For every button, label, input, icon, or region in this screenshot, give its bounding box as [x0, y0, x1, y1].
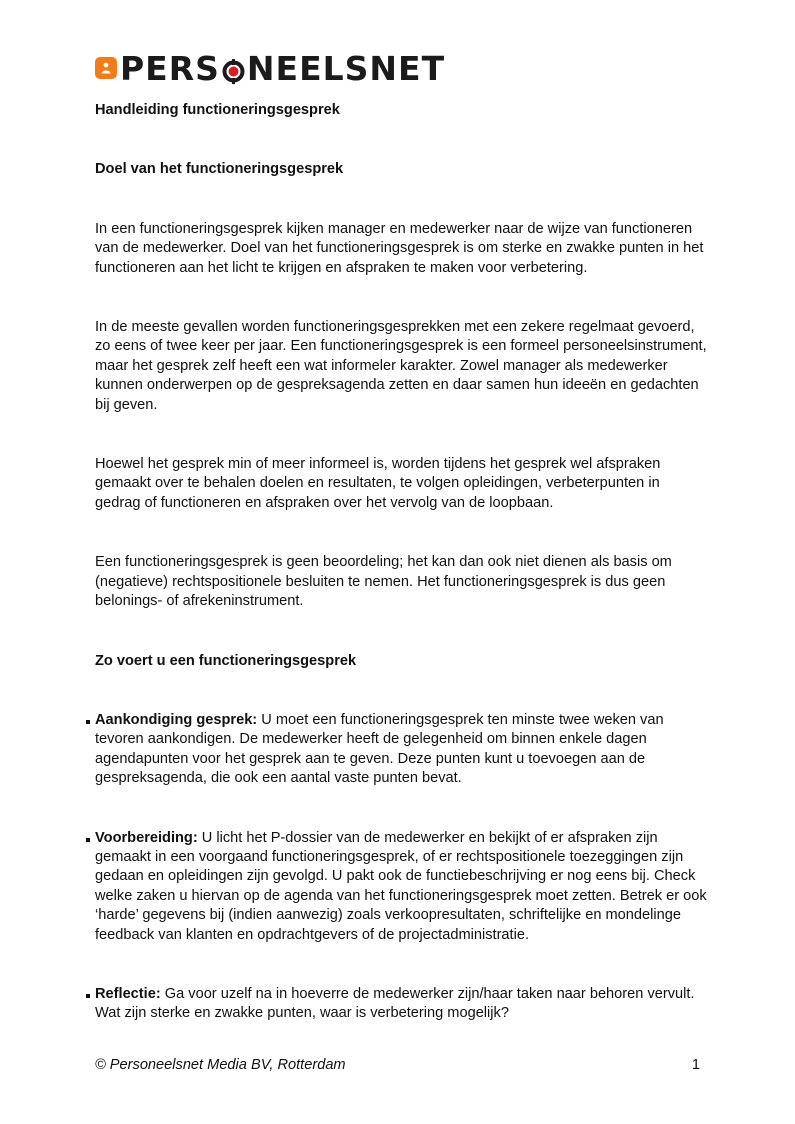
list-item	[95, 711, 707, 789]
bullet-square-icon	[86, 994, 90, 998]
target-icon	[221, 56, 246, 81]
list-item	[95, 985, 707, 1024]
person-badge-icon	[95, 57, 117, 79]
list-item-label: Voorbereiding:	[95, 829, 198, 846]
paragraph: Hoewel het gesprek min of meer informeel is, worden tijdens het gesprek wel afspraken gemaakt over te behalen doelen en resultaten, te volgen opleidingen, verbeterpunten in gedrag of functioneren en afspraken over het vervolg van de loopbaan.	[95, 456, 661, 511]
footer-copyright: © Personeelsnet Media BV, Rotterdam	[95, 1057, 346, 1073]
bullet-square-icon	[86, 720, 90, 724]
list-item-text: U licht het P-dossier van de medewerker en bekijkt of er afspraken zijn gemaakt in een voorgaand functioneringsgesprek, of er rechtspositionele toezeggingen zijn gedaan en opleidingen zijn gevolgd. U pakt ook de functiebeschrijving er nog eens bij. Check welke zaken u hiervan op de agenda van het functioneringsgesprek moet zetten. Betrek er ook ‘harde’ gegevens bij (indien aanwezig) zoals verkoopresultaten, schriftelijke en mondelinge feedback van klanten en opdrachtgevers of de projectadministratie.	[95, 829, 707, 943]
section-heading-doel: Doel van het functioneringsgesprek	[95, 161, 344, 178]
personeelsnet-logo	[95, 50, 445, 86]
list-item-label: Aankondiging gesprek:	[95, 711, 258, 728]
document-title: Handleiding functioneringsgesprek	[95, 102, 340, 118]
page-footer	[95, 1056, 700, 1075]
document-body	[95, 101, 707, 1024]
bullet-square-icon	[86, 838, 90, 842]
logo-wordmark	[120, 48, 446, 88]
list-item-text: U moet een functioneringsgesprek ten minste twee weken van tevoren aankondigen. De medewerker heeft de gelegenheid om binnen enkele dagen agendapunten voor het gesprek aan te geven. Deze punten kunt u toevoegen aan de gespreksagenda, die ook een aantal vaste punten bevat.	[95, 711, 664, 787]
section-heading-zo-voert-u: Zo voert u een functioneringsgesprek	[95, 652, 357, 669]
logo-text-part1: PERS	[120, 48, 220, 88]
paragraph: In de meeste gevallen worden functioneringsgesprekken met een zekere regelmaat gevoerd, zo eens of twee keer per jaar. Een functioneringsgesprek is een formeel personeelsinstrument, maar het gesprek zelf heeft een wat informeler karakter. Zowel manager als medewerker kunnen onderwerpen op de gespreksagenda zetten en daar samen hun ideeën en gedachten bij geven.	[95, 319, 707, 413]
logo-text-part2: NEELSNET	[246, 48, 446, 88]
page-number: 1	[691, 1057, 700, 1073]
paragraph: Een functioneringsgesprek is geen beoordeling; het kan dan ook niet dienen als basis om (negatieve) rechtspositionele besluiten te nemen. Het functioneringsgesprek is dus geen belonings- of afrekeninstrument.	[95, 554, 672, 610]
list-item-label: Reflectie:	[95, 985, 161, 1002]
list-item-text: Ga voor uzelf na in hoeverre de medewerker zijn/haar taken naar behoren vervult. Wat zijn sterke en zwakke punten, waar is verbetering mogelijk?	[95, 985, 695, 1022]
paragraph: In een functioneringsgesprek kijken manager en medewerker naar de wijze van functioneren van de medewerker. Doel van het functioneringsgesprek is om sterke en zwakke punten in het functioneren aan het licht te krijgen en afspraken te maken voor verbetering.	[95, 220, 704, 276]
list-item	[95, 829, 707, 945]
